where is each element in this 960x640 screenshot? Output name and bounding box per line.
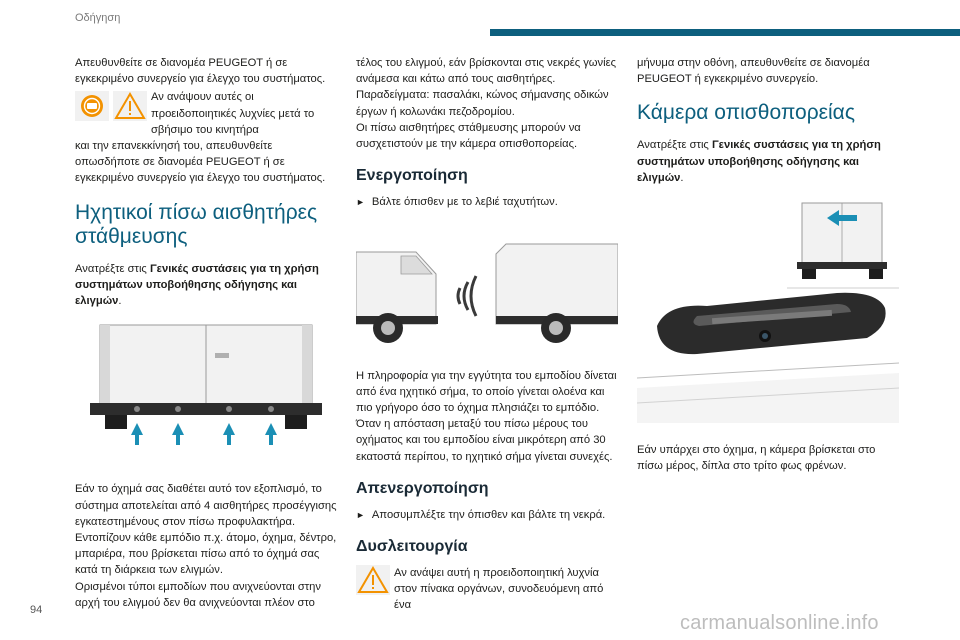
- warning-icons: [75, 91, 147, 138]
- deactivation-step: ► Αποσυμπλέξτε την όπισθεν και βάλτε τη νεκρά.: [356, 508, 606, 521]
- blind-spots-text: τέλος του ελιγμού, εάν βρίσκονται στις νεκρές γωνίες ανάμεσα και κάτω από τους αισθητήρες.: [356, 57, 616, 86]
- van-side-obstacle-illustration: [356, 234, 618, 346]
- play-arrow-icon: ►: [356, 197, 365, 208]
- warning-triangle-icon: [113, 91, 147, 121]
- camera-location-text: Εάν υπάρχει στο όχημα, η κάμερα βρίσκεται στο πίσω μέρος, δίπλα στο τρίτο φως φρένων.: [637, 444, 876, 473]
- column-3: [637, 55, 899, 475]
- warning-block: [75, 89, 337, 138]
- rear-camera-heading: Κάμερα οπισθοπορείας: [637, 101, 855, 125]
- parking-sensor-warning-icon: [75, 91, 109, 121]
- activation-step: ► Βάλτε όπισθεν με το λεβιέ ταχυτήτων.: [356, 196, 558, 209]
- continuous-signal-text: Όταν η απόσταση μεταξύ του πίσω μέρους του οχήματος και του εμποδίου είναι μικρότερη από 30 εκατοστά περίπου, το ηχητικό σήμα γίνεται συνεχές.: [356, 418, 613, 463]
- deactivation-heading: Απενεργοποίηση: [356, 479, 489, 497]
- column-1: [75, 55, 337, 611]
- activation-heading: Ενεργοποίηση: [356, 167, 468, 185]
- warning-text: Αν ανάψουν αυτές οι προειδοποιητικές λυχνίες μετά το σβήσιμο του κινητήρα: [151, 91, 315, 136]
- play-arrow-icon: ►: [356, 509, 365, 520]
- warning-triangle-icon: [356, 565, 390, 595]
- malfunction-block: [356, 565, 618, 614]
- malfunction-text: Αν ανάψει αυτή η προειδοποιητική λυχνία στον πίνακα οργάνων, συνοδευόμενη από ένα: [394, 567, 604, 612]
- malfunction-heading: Δυσλειτουργία: [356, 538, 468, 556]
- obstacles-description: Εντοπίζουν κάθε εμπόδιο π.χ. άτομο, όχημα, δέντρο, μπαριέρα, που βρίσκεται πίσω από το όχημά σας κατά τη διάρκεια των ελιγμών.: [75, 532, 337, 577]
- sensors-description: Εάν το όχημά σας διαθέτει αυτό τον εξοπλισμό, το σύστημα αποτελείται από 4 αισθητήρες προσέγγισης εγκατεστημένους στον πίσω προφυλακτήρα.: [75, 483, 337, 528]
- header-title: Οδήγηση: [75, 12, 121, 24]
- camera-reference-text: Ανατρέξτε στις Γενικές συστάσεις για τη χρήση συστημάτων υποβοήθησης οδήγησης και ελιγμών.: [637, 139, 881, 184]
- column-2: [356, 55, 618, 614]
- camera-association-text: Οι πίσω αισθητήρες στάθμευσης μπορούν να συσχετιστούν με την κάμερα οπισθοπορείας.: [356, 121, 581, 151]
- proximity-text: Η πληροφορία για την εγγύτητα του εμποδίου δίνεται από ένα ηχητικό σήμα, το οποίο γίνεται ολοένα και πιο γρήγορο όσο το όχημα πλησιάζει το εμπόδιο.: [356, 369, 617, 415]
- reference-text: Ανατρέξτε στις Γενικές συστάσεις για τη χρήση συστημάτων υποβοήθησης οδήγησης και ελιγμών.: [75, 262, 319, 308]
- watermark: carmanualsonline.info: [680, 612, 879, 634]
- rear-camera-illustration: [637, 198, 899, 423]
- detection-limits-text: Ορισμένοι τύποι εμποδίων που ανιχνεύονται στην αρχή του ελιγμού δεν θα ανιχνεύονται πλέον στο: [75, 580, 321, 609]
- rear-bumper-sensors-illustration: [75, 323, 337, 458]
- rear-sensors-heading: Ηχητικοί πίσω αισθητήρες στάθμευσης: [75, 200, 318, 248]
- dealer-text: μήνυμα στην οθόνη, απευθυνθείτε σε διανομέα PEUGEOT ή εγκεκριμένο συνεργείο.: [637, 57, 870, 86]
- examples-text: Παραδείγματα: πασαλάκι, κώνος σήμανσης οδικών έργων ή κολωνάκι πεζοδρομίου.: [356, 89, 609, 118]
- intro-text: Απευθυνθείτε σε διανομέα PEUGEOT ή σε εγκεκριμένο συνεργείο για έλεγχο του συστήματος.: [75, 57, 326, 86]
- header-bar: [490, 29, 960, 36]
- page-number: 94: [30, 604, 43, 616]
- warning-continuation: και την επανεκκίνησή του, απευθυνθείτε οπωσδήποτε σε διανομέα PEUGEOT ή σε εγκεκριμένο συνεργείο για έλεγχο του συστήματος.: [75, 140, 326, 185]
